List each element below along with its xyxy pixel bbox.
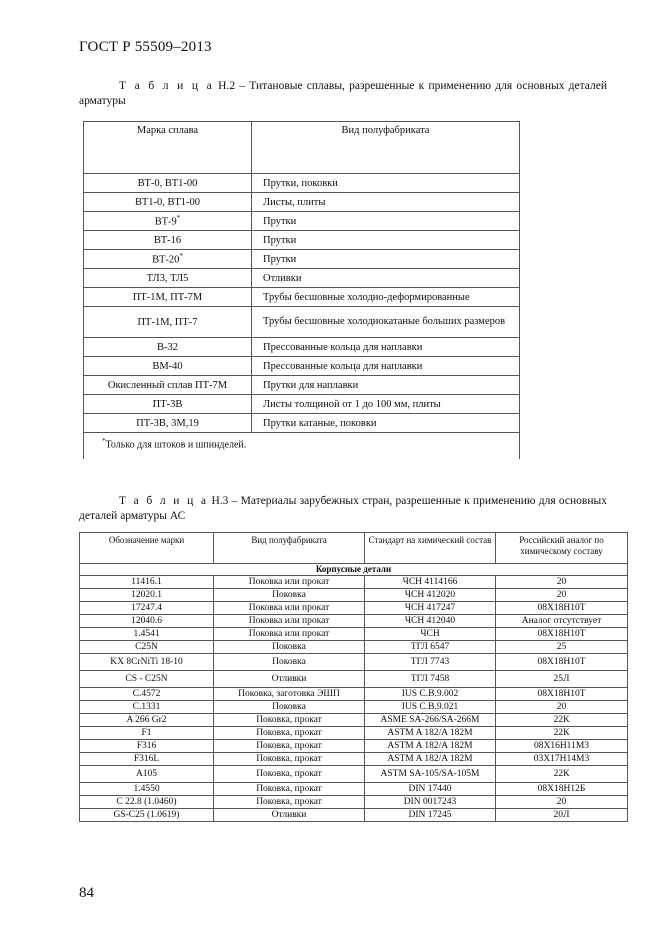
standard-cell: DIN 17245 [365, 809, 496, 822]
alloy-grade-cell [84, 250, 252, 269]
alloy-grade-cell [84, 376, 252, 395]
table-row [84, 376, 520, 395]
semi-product-cell: Поковка или прокат [214, 576, 365, 589]
russian-analog-cell: 08Х18Н10Т [496, 688, 628, 701]
table-row [80, 688, 628, 701]
table-row [84, 414, 520, 433]
column-header: Российский аналог по химическому составу [496, 533, 628, 564]
standard-cell: ЧСН [365, 628, 496, 641]
semi-product-cell: Прутки [252, 212, 520, 231]
russian-analog-cell: Аналог отсутствует [496, 615, 628, 628]
semi-product-cell: Поковка или прокат [214, 602, 365, 615]
column-header: Вид полуфабриката [214, 533, 365, 564]
semi-product-cell: Отливки [214, 809, 365, 822]
semi-product-cell: Прутки [252, 231, 520, 250]
grade-cell: GS-C25 (1.0619) [80, 809, 214, 822]
russian-analog-cell: 20 [496, 576, 628, 589]
semi-product-cell: Поковка, прокат [214, 796, 365, 809]
grade-cell: F1 [80, 727, 214, 740]
table-h3 [79, 532, 628, 822]
table-row [80, 783, 628, 796]
table-row [84, 174, 520, 193]
standard-cell: ЧСН 417247 [365, 602, 496, 615]
table-row [80, 628, 628, 641]
russian-analog-cell: 03Х17Н14М3 [496, 753, 628, 766]
semi-product-cell: Поковка, прокат [214, 714, 365, 727]
russian-analog-cell: 20 [496, 589, 628, 602]
section-row [80, 564, 628, 576]
table-row [80, 589, 628, 602]
semi-product-cell: Поковка, прокат [214, 766, 365, 783]
standard-cell: ЧСН 412020 [365, 589, 496, 602]
alloy-grade-cell [84, 193, 252, 212]
table-header-row [84, 122, 520, 174]
table-row [80, 576, 628, 589]
grade-cell: 1.4550 [80, 783, 214, 796]
grade-cell: F316 [80, 740, 214, 753]
column-header: Вид полуфабриката [252, 122, 520, 174]
alloy-grade: ПТ-3В, 3М,19 [136, 417, 199, 429]
russian-analog-cell: 22К [496, 714, 628, 727]
grade-cell: CS - C25N [80, 671, 214, 688]
semi-product-cell: Трубы бесшовные холодно-деформированные [252, 288, 520, 307]
alloy-grade-cell [84, 212, 252, 231]
russian-analog-cell: 08Х18Н10Т [496, 628, 628, 641]
grade-cell: 11416.1 [80, 576, 214, 589]
grade-cell: A 266 Gr2 [80, 714, 214, 727]
semi-product-cell: Листы толщиной от 1 до 100 мм, плиты [252, 395, 520, 414]
alloy-grade: ВТ-20 [152, 254, 180, 266]
grade-cell: С.1331 [80, 701, 214, 714]
page-number: 84 [79, 885, 94, 901]
section-title: Корпусные детали [80, 564, 628, 576]
standard-cell: ТГЛ 7458 [365, 671, 496, 688]
table-row [80, 727, 628, 740]
standard-cell: ASTM A 182/A 182M [365, 753, 496, 766]
table-row [80, 602, 628, 615]
caption-prefix: Т а б л и ц а [119, 495, 209, 507]
semi-product-cell: Поковка или прокат [214, 628, 365, 641]
table-row [80, 796, 628, 809]
table-row [80, 753, 628, 766]
standard-cell: DIN 0017243 [365, 796, 496, 809]
grade-cell: 17247.4 [80, 602, 214, 615]
alloy-grade: ВМ-40 [152, 360, 183, 372]
alloy-grade-cell [84, 269, 252, 288]
table-note [84, 433, 520, 460]
table-h2-caption [79, 79, 607, 109]
table-header-row [80, 533, 628, 564]
semi-product-cell: Трубы бесшовные холоднокатаные больших размеров [252, 307, 520, 338]
russian-analog-cell: 08Х18Н10Т [496, 602, 628, 615]
table-row [84, 395, 520, 414]
grade-cell: KX 8CrNiTi 18-10 [80, 654, 214, 671]
alloy-grade-cell [84, 288, 252, 307]
standard-cell: IUS C.B.9.021 [365, 701, 496, 714]
grade-cell: 12040.6 [80, 615, 214, 628]
grade-cell: 1.4541 [80, 628, 214, 641]
table-row [84, 307, 520, 338]
footnote-mark: * [102, 437, 106, 445]
russian-analog-cell: 08Х16Н11М3 [496, 740, 628, 753]
grade-cell: C 22.8 (1.0460) [80, 796, 214, 809]
column-header: Обозначение марки [80, 533, 214, 564]
russian-analog-cell: 25Л [496, 671, 628, 688]
table-row [80, 714, 628, 727]
alloy-grade: ВТ-16 [153, 234, 182, 246]
alloy-grade: ВТ-0, ВТ1-00 [137, 177, 198, 189]
semi-product-cell: Поковка или прокат [214, 615, 365, 628]
grade-cell: С.4572 [80, 688, 214, 701]
table-row [84, 357, 520, 376]
standard-cell: ТГЛ 7743 [365, 654, 496, 671]
table-row [80, 615, 628, 628]
table-h2 [83, 121, 520, 459]
standard-cell: ЧСН 4114166 [365, 576, 496, 589]
semi-product-cell: Прессованные кольца для наплавки [252, 357, 520, 376]
alloy-grade-cell [84, 307, 252, 338]
table-row [80, 654, 628, 671]
alloy-grade: ВТ1-0, ВТ1-00 [134, 196, 201, 208]
semi-product-cell: Листы, плиты [252, 193, 520, 212]
russian-analog-cell: 20 [496, 796, 628, 809]
standard-cell: ЧСН 412040 [365, 615, 496, 628]
standard-cell: ТГЛ 6547 [365, 641, 496, 654]
table-row [84, 231, 520, 250]
alloy-grade-cell [84, 174, 252, 193]
caption-text: Н.2 – Титановые сплавы, разрешенные к применению для основных деталей арматуры [79, 80, 607, 107]
table-row [80, 740, 628, 753]
semi-product-cell: Поковка [214, 589, 365, 602]
semi-product-cell: Поковка, прокат [214, 783, 365, 796]
footnote-mark: * [179, 252, 183, 261]
semi-product-cell: Прессованные кольца для наплавки [252, 338, 520, 357]
russian-analog-cell: 25 [496, 641, 628, 654]
semi-product-cell: Поковка [214, 701, 365, 714]
alloy-grade: ПТ-1М, ПТ-7М [132, 291, 203, 303]
table-row [80, 766, 628, 783]
footnote-mark: * [176, 214, 181, 223]
alloy-grade-cell [84, 414, 252, 433]
semi-product-cell: Прутки для наплавки [252, 376, 520, 395]
table-row [84, 193, 520, 212]
standard-cell: ASTM A 182/A 182M [365, 727, 496, 740]
alloy-grade: ПТ-3В [152, 398, 183, 410]
semi-product-cell: Отливки [214, 671, 365, 688]
alloy-grade: ВТ-9 [154, 216, 177, 228]
table-row [84, 269, 520, 288]
russian-analog-cell: 22К [496, 766, 628, 783]
table-row [84, 212, 520, 231]
table-row [80, 701, 628, 714]
caption-text: Н.3 – Материалы зарубежных стран, разрешенные к применению для основных деталей арматуры АС [79, 495, 607, 522]
table-row [84, 250, 520, 269]
alloy-grade: В-32 [157, 341, 178, 353]
russian-analog-cell: 20Л [496, 809, 628, 822]
column-header: Марка сплава [84, 122, 252, 174]
semi-product-cell: Поковка, прокат [214, 753, 365, 766]
standard-cell: IUS C.B.9.002 [365, 688, 496, 701]
alloy-grade: ТЛ3, ТЛ5 [146, 272, 189, 284]
note-text: Только для штоков и шпинделей. [105, 439, 247, 451]
alloy-grade-cell [84, 395, 252, 414]
standard-cell: ASTM SA-105/SA-105M [365, 766, 496, 783]
alloy-grade-cell [84, 231, 252, 250]
semi-product-cell: Прутки, поковки [252, 174, 520, 193]
semi-product-cell: Поковка, прокат [214, 727, 365, 740]
russian-analog-cell: 08Х18Н12Б [496, 783, 628, 796]
russian-analog-cell: 22К [496, 727, 628, 740]
grade-cell: A105 [80, 766, 214, 783]
semi-product-cell: Поковка [214, 641, 365, 654]
grade-cell: F316L [80, 753, 214, 766]
semi-product-cell: Отливки [252, 269, 520, 288]
document-header: ГОСТ Р 55509–2013 [79, 39, 212, 55]
table-row [84, 338, 520, 357]
table-row [80, 671, 628, 688]
grade-cell: C25N [80, 641, 214, 654]
caption-prefix: Т а б л и ц а [119, 80, 214, 92]
table-note-row [84, 433, 520, 460]
standard-cell: ASME SA-266/SA-266M [365, 714, 496, 727]
standard-cell: ASTM A 182/A 182M [365, 740, 496, 753]
alloy-grade-cell [84, 338, 252, 357]
table-h3-caption [79, 494, 607, 524]
semi-product-cell: Поковка, прокат [214, 740, 365, 753]
semi-product-cell: Прутки [252, 250, 520, 269]
table-row [80, 809, 628, 822]
standard-cell: DIN 17440 [365, 783, 496, 796]
table-row [80, 641, 628, 654]
column-header: Стандарт на химический состав [365, 533, 496, 564]
semi-product-cell: Поковка [214, 654, 365, 671]
alloy-grade: Окисленный сплав ПТ-7М [107, 379, 228, 391]
alloy-grade: ПТ-1М, ПТ-7 [137, 316, 198, 328]
alloy-grade-cell [84, 357, 252, 376]
grade-cell: 12020.1 [80, 589, 214, 602]
russian-analog-cell: 20 [496, 701, 628, 714]
semi-product-cell: Поковка, заготовка ЭШП [214, 688, 365, 701]
semi-product-cell: Прутки катаные, поковки [252, 414, 520, 433]
russian-analog-cell: 08Х18Н10Т [496, 654, 628, 671]
table-row [84, 288, 520, 307]
